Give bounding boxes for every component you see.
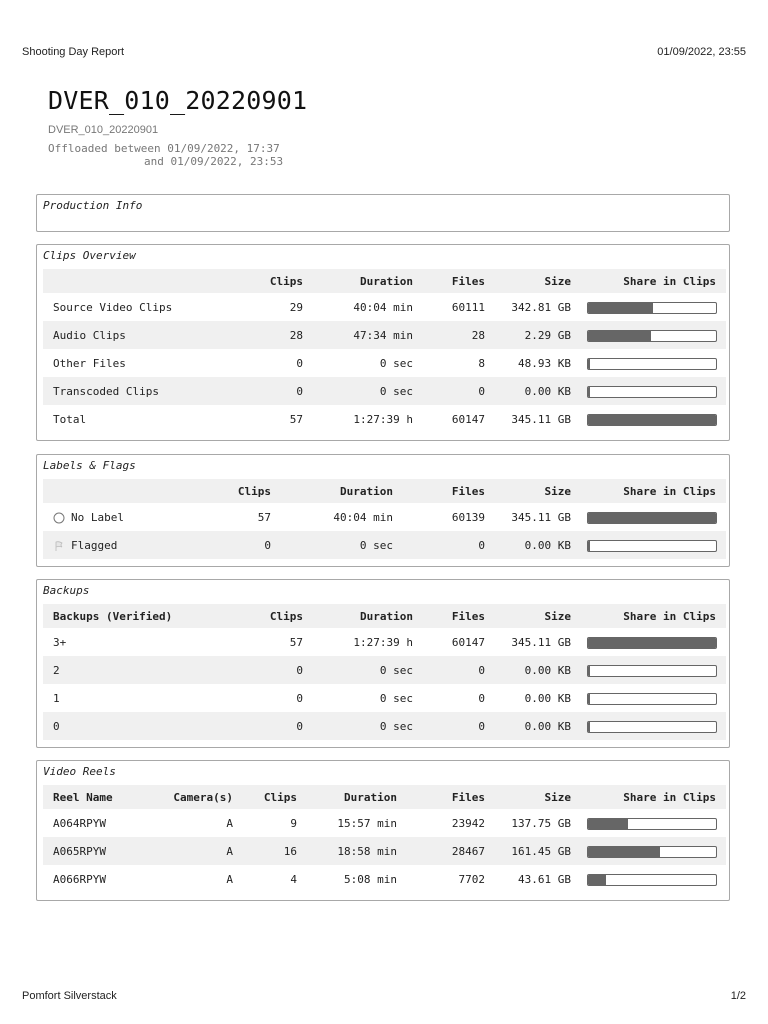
row-size: 2.29 GB bbox=[485, 321, 571, 349]
row-files: 0 bbox=[478, 691, 485, 705]
offload-line-1: Offloaded between 01/09/2022, 17:37 bbox=[48, 142, 280, 155]
col-header: Clips bbox=[213, 269, 303, 293]
col-header: Size bbox=[485, 479, 571, 503]
share-bar-fill bbox=[588, 359, 590, 369]
row-files: 60147 bbox=[451, 635, 485, 649]
backups-table bbox=[43, 604, 726, 740]
section-title: Clips Overview bbox=[43, 249, 136, 262]
row-duration: 0 sec bbox=[303, 377, 413, 405]
share-bar bbox=[587, 414, 717, 426]
share-bar bbox=[587, 386, 717, 398]
share-bar bbox=[587, 818, 717, 830]
row-duration: 40:04 min bbox=[333, 510, 393, 524]
row-name: 0 bbox=[43, 712, 213, 740]
table-row bbox=[43, 712, 726, 740]
share-bar bbox=[587, 330, 717, 342]
row-clips: 57 bbox=[257, 510, 271, 524]
row-files: 0 bbox=[413, 656, 485, 684]
page-header bbox=[22, 46, 746, 58]
col-header: Files bbox=[413, 604, 485, 628]
row-size: 43.61 GB bbox=[518, 872, 571, 886]
table-header-row bbox=[43, 479, 726, 503]
row-clips: 0 bbox=[296, 691, 303, 705]
table-header-row bbox=[43, 269, 726, 293]
backups-section bbox=[36, 579, 730, 748]
row-camera: A bbox=[226, 816, 233, 830]
col-header: Clips bbox=[193, 479, 271, 503]
col-header: Reel Name bbox=[43, 785, 153, 809]
share-bar-fill bbox=[588, 819, 628, 829]
row-duration: 1:27:39 h bbox=[353, 412, 413, 426]
share-bar bbox=[587, 874, 717, 886]
row-size: 137.75 GB bbox=[511, 816, 571, 830]
table-row bbox=[43, 656, 726, 684]
table-row bbox=[43, 321, 726, 349]
table-header-row bbox=[43, 604, 726, 628]
col-header: Duration bbox=[303, 604, 413, 628]
col-header: Duration bbox=[271, 479, 393, 503]
share-bar bbox=[587, 302, 717, 314]
share-bar-fill bbox=[588, 847, 660, 857]
row-duration: 0 sec bbox=[303, 712, 413, 740]
share-bar bbox=[587, 540, 717, 552]
row-clips: 9 bbox=[290, 816, 297, 830]
page-footer bbox=[22, 990, 746, 1002]
col-header: Clips bbox=[213, 604, 303, 628]
table-row bbox=[43, 684, 726, 712]
row-duration: 5:08 min bbox=[344, 872, 397, 886]
share-bar-fill bbox=[588, 387, 590, 397]
share-bar bbox=[587, 693, 717, 705]
table-row bbox=[43, 349, 726, 377]
row-name: 2 bbox=[43, 656, 213, 684]
production-info-section bbox=[36, 194, 730, 232]
row-files: 0 bbox=[413, 712, 485, 740]
col-header bbox=[43, 479, 193, 503]
video-reels-section bbox=[36, 760, 730, 901]
row-name: Audio Clips bbox=[43, 321, 213, 349]
col-header: Clips bbox=[233, 785, 297, 809]
row-files: 0 bbox=[413, 377, 485, 405]
row-size: 345.11 GB bbox=[511, 635, 571, 649]
row-name: Transcoded Clips bbox=[43, 377, 213, 405]
share-bar-fill bbox=[588, 303, 653, 313]
share-bar bbox=[587, 637, 717, 649]
row-clips: 57 bbox=[289, 412, 303, 426]
row-camera: A bbox=[226, 872, 233, 886]
share-bar bbox=[587, 665, 717, 677]
col-header: Size bbox=[485, 604, 571, 628]
share-bar-fill bbox=[588, 331, 651, 341]
row-clips: 29 bbox=[289, 300, 303, 314]
row-size: 0.00 KB bbox=[524, 691, 571, 705]
row-clips: 0 bbox=[213, 377, 303, 405]
page-title: DVER_010_20220901 bbox=[48, 86, 308, 115]
page-subtitle: DVER_010_20220901 bbox=[48, 124, 159, 136]
table-header-row bbox=[43, 785, 726, 809]
section-title: Production Info bbox=[43, 199, 143, 212]
row-name: 1 bbox=[53, 691, 60, 705]
share-bar-fill bbox=[588, 666, 590, 676]
row-duration: 0 sec bbox=[271, 531, 393, 559]
row-duration: 0 sec bbox=[379, 691, 413, 705]
section-title: Backups bbox=[43, 584, 90, 597]
share-bar-fill bbox=[588, 875, 606, 885]
row-duration: 47:34 min bbox=[303, 321, 413, 349]
row-size: 0.00 KB bbox=[485, 656, 571, 684]
row-files: 60111 bbox=[451, 300, 485, 314]
row-files: 28 bbox=[413, 321, 485, 349]
share-bar bbox=[587, 846, 717, 858]
col-header: Share in Clips bbox=[571, 269, 726, 293]
row-name: Source Video Clips bbox=[53, 300, 173, 314]
section-title: Labels & Flags bbox=[43, 459, 136, 472]
row-duration: 40:04 min bbox=[353, 300, 413, 314]
col-header: Files bbox=[393, 479, 485, 503]
share-bar-fill bbox=[588, 541, 590, 551]
row-files: 8 bbox=[478, 356, 485, 370]
share-bar-fill bbox=[588, 722, 590, 732]
row-files: 7702 bbox=[458, 872, 485, 886]
col-header: Backups (Verified) bbox=[43, 604, 213, 628]
table-row bbox=[43, 865, 726, 893]
section-title: Video Reels bbox=[43, 765, 116, 778]
row-size: 345.11 GB bbox=[511, 510, 571, 524]
row-camera: A bbox=[153, 837, 233, 865]
row-files: 0 bbox=[393, 531, 485, 559]
col-header: Files bbox=[413, 269, 485, 293]
labels-flags-table bbox=[43, 479, 726, 559]
row-duration: 0 sec bbox=[379, 356, 413, 370]
row-size: 48.93 KB bbox=[518, 356, 571, 370]
col-header bbox=[43, 269, 213, 293]
video-reels-table bbox=[43, 785, 726, 893]
share-bar bbox=[587, 358, 717, 370]
flag-icon bbox=[53, 540, 65, 552]
app-name: Pomfort Silverstack bbox=[22, 990, 117, 1002]
row-size: 0.00 KB bbox=[485, 712, 571, 740]
table-row bbox=[43, 809, 726, 837]
col-header: Duration bbox=[297, 785, 397, 809]
share-bar bbox=[587, 721, 717, 733]
row-name: Flagged bbox=[71, 538, 118, 552]
report-type: Shooting Day Report bbox=[22, 46, 125, 58]
table-row bbox=[43, 503, 726, 531]
row-duration: 18:58 min bbox=[297, 837, 397, 865]
row-name: Total bbox=[53, 412, 87, 426]
row-size: 0.00 KB bbox=[485, 531, 571, 559]
table-row bbox=[43, 837, 726, 865]
clips-overview-table bbox=[43, 269, 726, 433]
clips-overview-section bbox=[36, 244, 730, 441]
offload-line-2: and 01/09/2022, 23:53 bbox=[144, 155, 284, 168]
col-header: Size bbox=[485, 785, 571, 809]
report-timestamp: 01/09/2022, 23:55 bbox=[657, 46, 746, 58]
table-row bbox=[43, 531, 726, 559]
row-clips: 0 bbox=[213, 656, 303, 684]
row-duration: 0 sec bbox=[303, 656, 413, 684]
row-files: 60147 bbox=[451, 412, 485, 426]
circle-icon bbox=[53, 512, 65, 524]
row-clips: 16 bbox=[233, 837, 297, 865]
row-size: 342.81 GB bbox=[511, 300, 571, 314]
row-name: A066RPYW bbox=[53, 872, 106, 886]
row-name: A064RPYW bbox=[53, 816, 106, 830]
labels-flags-section bbox=[36, 454, 730, 567]
row-clips: 0 bbox=[296, 356, 303, 370]
table-row bbox=[43, 405, 726, 433]
row-files: 28467 bbox=[397, 837, 485, 865]
col-header: Duration bbox=[303, 269, 413, 293]
table-row bbox=[43, 628, 726, 656]
col-header: Camera(s) bbox=[153, 785, 233, 809]
share-bar-fill bbox=[588, 415, 716, 425]
col-header: Share in Clips bbox=[571, 785, 726, 809]
row-clips: 4 bbox=[290, 872, 297, 886]
page-number: 1/2 bbox=[730, 990, 746, 1002]
share-bar-fill bbox=[588, 638, 716, 648]
offload-range bbox=[48, 142, 283, 168]
row-clips: 28 bbox=[213, 321, 303, 349]
table-row bbox=[43, 293, 726, 321]
row-size: 161.45 GB bbox=[485, 837, 571, 865]
share-bar bbox=[587, 512, 717, 524]
row-name: A065RPYW bbox=[43, 837, 153, 865]
row-name: No Label bbox=[71, 510, 124, 524]
row-duration: 1:27:39 h bbox=[353, 635, 413, 649]
row-clips: 0 bbox=[193, 531, 271, 559]
col-header: Share in Clips bbox=[571, 479, 726, 503]
col-header: Size bbox=[485, 269, 571, 293]
share-bar-fill bbox=[588, 694, 590, 704]
row-files: 23942 bbox=[451, 816, 485, 830]
row-name: 3+ bbox=[53, 635, 67, 649]
row-files: 60139 bbox=[451, 510, 485, 524]
row-clips: 0 bbox=[213, 712, 303, 740]
row-size: 0.00 KB bbox=[485, 377, 571, 405]
col-header: Share in Clips bbox=[571, 604, 726, 628]
col-header: Files bbox=[397, 785, 485, 809]
row-name: Other Files bbox=[53, 356, 126, 370]
share-bar-fill bbox=[588, 513, 716, 523]
row-clips: 57 bbox=[289, 635, 303, 649]
table-row bbox=[43, 377, 726, 405]
row-size: 345.11 GB bbox=[511, 412, 571, 426]
row-duration: 15:57 min bbox=[337, 816, 397, 830]
